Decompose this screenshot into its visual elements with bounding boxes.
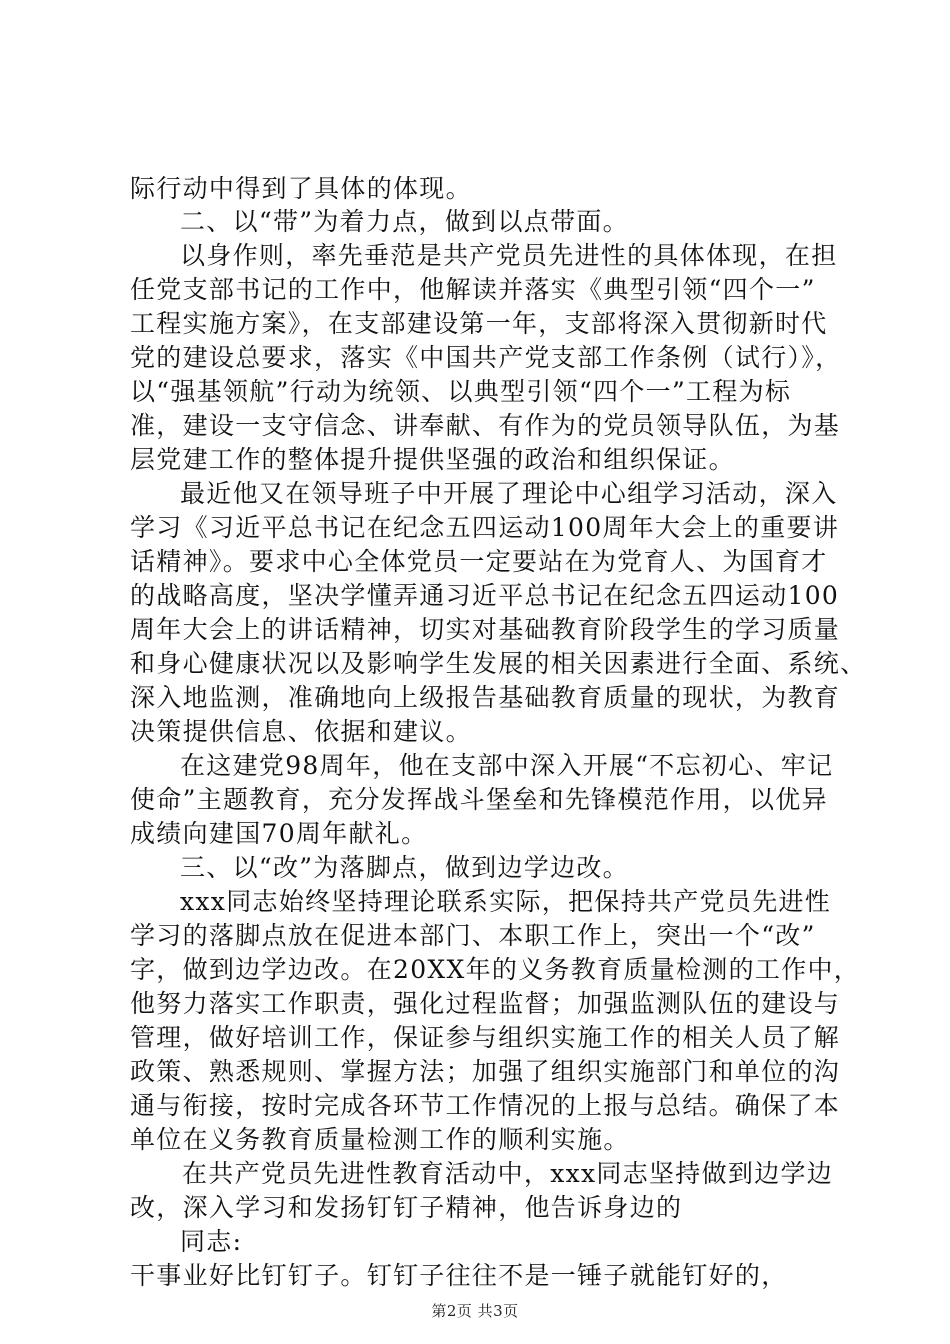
text-line: 在这建党98周年，他在支部中深入开展“不忘初心、牢记	[180, 751, 834, 780]
text-line: 以身作则，率先垂范是共产党员先进性的具体体现，在担	[180, 241, 838, 270]
text-line: 工程实施方案》，在支部建设第一年，支部将深入贯彻新时代	[130, 309, 828, 338]
text-line: 际行动中得到了具体的体现。	[130, 174, 472, 203]
text-line: 政策、熟悉规则、掌握方法；加强了组织实施部门和单位的沟	[130, 1057, 841, 1086]
text-line: 管理，做好培训工作，保证参与组织实施工作的相关人员了解	[130, 1023, 841, 1052]
text-line: 最近他又在领导班子中开展了理论中心组学习活动，深入	[180, 479, 838, 508]
text-line: 使命”主题教育，充分发挥战斗堡垒和先锋模范作用，以优异	[130, 785, 828, 814]
text-line: 学习的落脚点放在促进本部门、本职工作上，突出一个“改”	[130, 921, 816, 950]
section-heading: 二、以“带”为着力点，做到以点带面。	[180, 207, 629, 236]
text-line: 他努力落实工作职责，强化过程监督；加强监测队伍的建设与	[130, 989, 841, 1018]
text-line: 话精神》。要求中心全体党员一定要站在为党育人、为国育才	[130, 547, 828, 576]
text-line: 字，做到边学边改。在20XX年的义务教育质量检测的工作中，	[130, 955, 861, 984]
text-line: 深入地监测，准确地向上级报告基础教育质量的现状，为教育	[130, 683, 841, 712]
text-line: 在共产党员先进性教育活动中，xxx同志坚持做到边学边	[182, 1159, 834, 1188]
text-line: 的战略高度，坚决学懂弄通习近平总书记在纪念五四运动100	[130, 581, 840, 610]
text-line: 准，建设一支守信念、讲奉献、有作为的党员领导队伍，为基	[130, 411, 841, 440]
text-line: 周年大会上的讲话精神，切实对基础教育阶段学生的学习质量	[130, 615, 841, 644]
text-line: 决策提供信息、依据和建议。	[130, 717, 472, 746]
text-line: 学习《习近平总书记在纪念五四运动100周年大会上的重要讲	[130, 513, 840, 542]
text-line: 和身心健康状况以及影响学生发展的相关因素进行全面、系统、	[130, 649, 867, 678]
text-line: 层党建工作的整体提升提供坚强的政治和组织保证。	[130, 445, 735, 474]
text-line: 同志:	[180, 1227, 243, 1256]
section-heading: 三、以“改”为落脚点，做到边学边改。	[180, 853, 629, 882]
text-line: 任党支部书记的工作中，他解读并落实《典型引领“四个一”	[130, 275, 816, 304]
text-line: 成绩向建国70周年献礼。	[130, 819, 428, 848]
text-line: 单位在义务教育质量检测工作的顺利实施。	[130, 1125, 630, 1154]
page-number-footer: 第2页 共3页	[431, 1302, 519, 1320]
text-line: xxx同志始终坚持理论联系实际，把保持共产党员先进性	[180, 887, 832, 916]
text-line: 干事业好比钉钉子。钉钉子往往不是一锤子就能钉好的，	[130, 1261, 788, 1290]
text-line: 党的建设总要求，落实《中国共产党支部工作条例（试行）》，	[130, 343, 842, 372]
text-line: 改，深入学习和发扬钉钉子精神，他告诉身边的	[130, 1193, 683, 1222]
text-line: 通与衔接，按时完成各环节工作情况的上报与总结。确保了本	[130, 1091, 841, 1120]
text-line: 以“强基领航”行动为统领、以典型引领“四个一”工程为标	[130, 377, 792, 406]
